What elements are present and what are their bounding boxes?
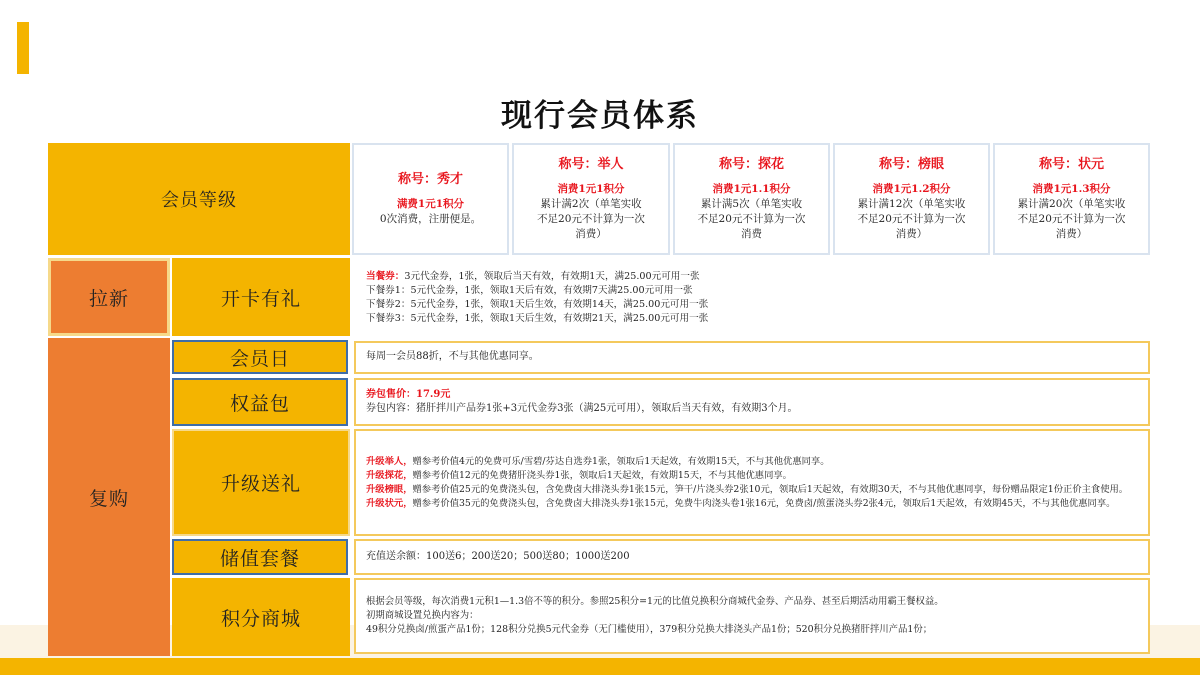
tier-desc: 消费 bbox=[741, 227, 762, 240]
tier-rule: 消费1元1.1积分 bbox=[712, 182, 791, 195]
tier-rule: 消费1元1.2积分 bbox=[872, 182, 951, 195]
group-new bbox=[48, 258, 170, 336]
benefit-pack-price: 17.9元 bbox=[416, 388, 451, 400]
tier-name: 称号：秀才 bbox=[397, 171, 463, 187]
tier-desc: 累计满5次（单笔实收 bbox=[700, 197, 803, 210]
tier-desc: 消费） bbox=[575, 227, 607, 240]
tier-card bbox=[993, 143, 1150, 255]
upgrade-line-text: 赠参考价值12元的免费猪肝浇头券1张，领取后1天起效，有效期15天，不与其他优惠同享。 bbox=[412, 469, 792, 481]
group-repeat-label: 复购 bbox=[88, 487, 129, 510]
tier-desc: 不足20元不计算为一次 bbox=[537, 212, 645, 225]
group-repeat bbox=[48, 338, 170, 656]
row-label-member-day-text: 会员日 bbox=[229, 347, 290, 370]
upgrade-line-prefix: 升级探花， bbox=[366, 469, 413, 481]
tier-card bbox=[833, 143, 990, 255]
row-label-kaika bbox=[172, 258, 350, 336]
tier-card bbox=[352, 143, 509, 255]
points-mall-line: 49积分兑换卤/煎蛋产品1份；128积分兑换5元代金券（无门槛使用），379积分兑换大排浇头产品1份；520积分兑换猪肝拌川产品1份； bbox=[366, 624, 933, 635]
kaika-line bbox=[366, 298, 1140, 312]
footer-stripe bbox=[0, 658, 1200, 675]
upgrade-line-prefix: 升级状元， bbox=[366, 497, 413, 509]
stored-value-content bbox=[354, 539, 1150, 575]
tier-name: 称号：举人 bbox=[558, 156, 624, 172]
tier-desc: 累计满20次（单笔实收 bbox=[1017, 197, 1126, 210]
group-new-label: 拉新 bbox=[88, 287, 129, 310]
upgrade-line-text: 赠参考价值4元的免费可乐/雪碧/芬达自选券1张，领取后1天起效，有效期15天，不与其他优惠同享。 bbox=[412, 455, 830, 467]
points-mall-line: 根据会员等级，每次消费1元积1—1.3倍不等的积分。参照25积分=1元的比值兑换积分商城代金券、产品券、甚至后期活动用霸王餐权益。 bbox=[366, 596, 944, 607]
tier-desc: 消费） bbox=[895, 227, 928, 240]
row-label-kaika-text: 开卡有礼 bbox=[220, 287, 301, 310]
upgrade-line bbox=[366, 469, 1138, 483]
tier-rule: 满费1元1积分 bbox=[396, 197, 465, 210]
member-day-text: 每周一会员88折，不与其他优惠同享。 bbox=[366, 351, 539, 363]
tier-name: 称号：榜眼 bbox=[878, 156, 944, 172]
kaika-line-text: 下餐券2：5元代金券，1张，领取1天后生效，有效期14天，满25.00元可用一张 bbox=[366, 299, 709, 310]
tier-card bbox=[512, 143, 670, 255]
row-label-upgrade-text: 升级送礼 bbox=[220, 473, 301, 495]
tier-desc: 0次消费，注册便是。 bbox=[379, 212, 482, 225]
tier-card bbox=[673, 143, 830, 255]
kaika-line-text: 下餐券1：5元代金券，1张，领取1天后有效，有效期7天满25.00元可用一张 bbox=[366, 285, 693, 296]
upgrade-line-text: 赠参考价值25元的免费浇头包，含免费卤大排浇头券1张15元，笋干/片浇头券2张10元，领取后1天起效，有效期30天，不与其他优惠同享，每份赠品限定1份正价主食使用。 bbox=[412, 483, 1129, 495]
upgrade-line bbox=[366, 483, 1138, 497]
row-label-benefit-pack bbox=[172, 378, 348, 426]
upgrade-line-text: 赠参考价值35元的免费浇头包，含免费卤大排浇头券1张15元，免费牛肉浇头卷1张16元，免费卤/煎蛋浇头券2张4元，领取后1天起效，有效期45天，不与其他优惠同享。 bbox=[412, 497, 1116, 509]
kaika-line-prefix: 当餐券： bbox=[366, 271, 405, 282]
points-mall-content bbox=[354, 578, 1150, 654]
kaika-line-text: 3元代金券，1张，领取后当天有效，有效期1天，满25.00元可用一张 bbox=[404, 271, 700, 282]
tier-name: 称号：状元 bbox=[1038, 156, 1104, 172]
tier-desc: 消费） bbox=[1055, 227, 1088, 240]
benefit-pack-content bbox=[354, 378, 1150, 426]
benefit-pack-text: 券包内容：猪肝拌川产品券1张+3元代金券3张（满25元可用），领取后当天有效，有效期3个月。 bbox=[366, 403, 798, 414]
upgrade-content bbox=[354, 429, 1150, 536]
row-label-member-day bbox=[172, 340, 348, 374]
points-mall-line: 初期商城设置兑换内容为： bbox=[366, 610, 479, 621]
stored-value-text: 充值送余额：100送6；200送20；500送80；1000送200 bbox=[366, 550, 630, 562]
tier-desc: 不足20元不计算为一次 bbox=[1017, 212, 1126, 225]
benefit-pack-price-prefix: 券包售价： bbox=[366, 388, 416, 400]
slide-accent-bar bbox=[17, 22, 29, 74]
tier-desc: 不足20元不计算为一次 bbox=[697, 212, 806, 225]
row-label-points-mall bbox=[172, 578, 350, 656]
upgrade-line bbox=[366, 497, 1138, 511]
kaika-line bbox=[366, 284, 1140, 298]
row-label-benefit-pack-text: 权益包 bbox=[229, 392, 290, 415]
row-label-stored-value bbox=[172, 539, 348, 575]
member-level-header-label: 会员等级 bbox=[161, 190, 237, 211]
page-title: 现行会员体系 bbox=[501, 98, 699, 134]
kaika-line bbox=[366, 270, 1140, 284]
tier-desc: 累计满12次（单笔实收 bbox=[857, 197, 966, 210]
tier-name: 称号：探花 bbox=[718, 156, 784, 172]
member-level-header bbox=[48, 143, 350, 255]
upgrade-line-prefix: 升级举人， bbox=[366, 455, 413, 467]
row-label-stored-value-text: 储值套餐 bbox=[219, 547, 300, 570]
benefit-pack-price-line bbox=[366, 388, 1138, 403]
tier-desc: 累计满2次（单笔实收 bbox=[540, 197, 642, 210]
tier-rule: 消费1元1.3积分 bbox=[1032, 182, 1111, 195]
row-label-points-mall-text: 积分商城 bbox=[220, 607, 301, 630]
upgrade-line-prefix: 升级榜眼， bbox=[366, 483, 413, 495]
kaika-line bbox=[366, 312, 1140, 326]
row-label-upgrade bbox=[172, 429, 350, 536]
tier-desc: 不足20元不计算为一次 bbox=[857, 212, 966, 225]
upgrade-line bbox=[366, 455, 1138, 469]
kaika-line-text: 下餐券3：5元代金券，1张，领取1天后生效，有效期21天，满25.00元可用一张 bbox=[366, 313, 709, 324]
tier-rule: 消费1元1积分 bbox=[557, 182, 625, 195]
member-day-content bbox=[354, 341, 1150, 374]
kaika-content bbox=[356, 262, 1150, 334]
